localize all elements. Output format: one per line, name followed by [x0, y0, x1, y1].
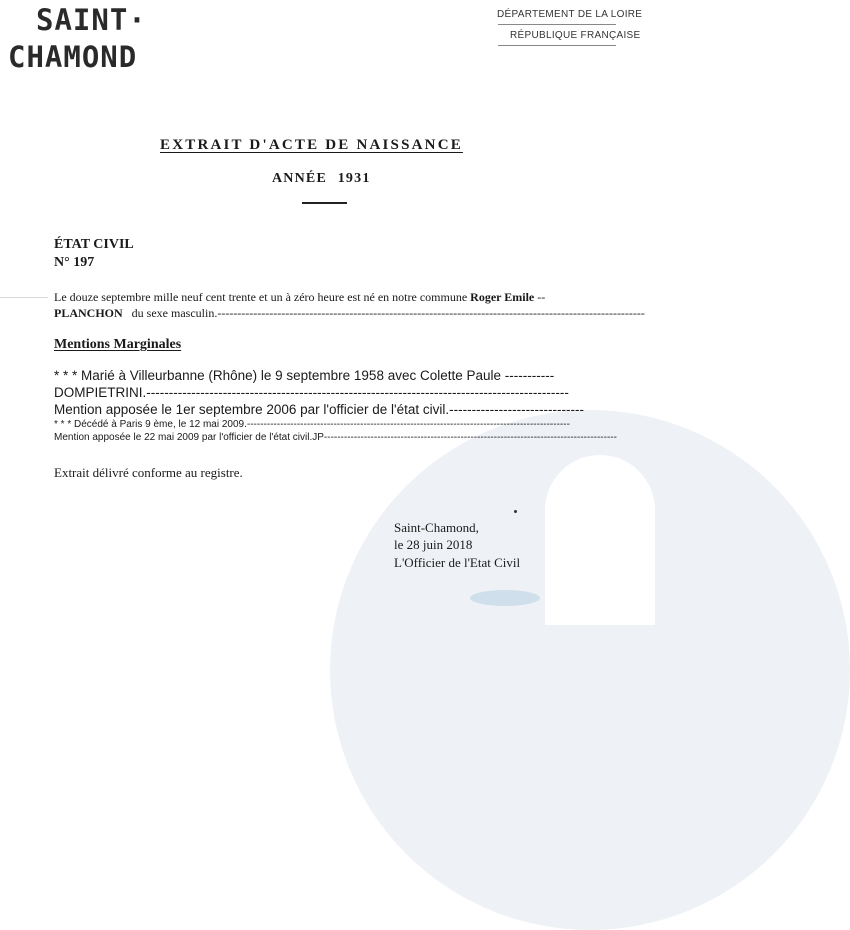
mention-2-line-1	[54, 419, 590, 430]
year-value: 1931	[337, 171, 371, 186]
dash-fill: ------------------------------	[449, 402, 585, 417]
watermark-cutout	[545, 455, 655, 625]
republic-label: RÉPUBLIQUE FRANÇAISE	[510, 30, 641, 41]
mentions-heading: Mentions Marginales	[54, 337, 182, 352]
dash-fill: --	[537, 290, 546, 304]
record-number: N° 197	[54, 255, 95, 270]
body-text: Le douze septembre mille neuf cent trente et un à zéro heure est né en notre commune	[54, 290, 468, 304]
scan-artifact-line	[0, 297, 48, 298]
surname: PLANCHON	[54, 306, 123, 320]
dash-fill: -------------------------------------------------------------------------------------------------	[246, 419, 570, 430]
mention-2-line-2	[54, 432, 617, 443]
logo-line-2: CHAMOND	[8, 40, 138, 74]
department-label: DÉPARTEMENT DE LA LOIRE	[497, 9, 643, 20]
signature-officer: L'Officier de l'Etat Civil	[394, 555, 521, 570]
year-line	[272, 171, 371, 187]
city-logo	[8, 3, 147, 74]
ink-dot	[514, 510, 517, 513]
spouse-surname: DOMPIETRINI.	[54, 385, 147, 400]
closing-statement: Extrait délivré conforme au registre.	[54, 465, 243, 480]
title-separator	[302, 202, 347, 204]
mention-1-line-1	[54, 368, 594, 383]
given-names: Roger Emile	[470, 290, 535, 304]
mention-text: * * * Marié à Villeurbanne (Rhône) le 9 septembre 1958 avec Colette Paule	[54, 368, 502, 383]
seal-stamp	[470, 590, 540, 606]
signature-place: Saint-Chamond,	[394, 520, 479, 535]
header-rule-2	[498, 45, 616, 46]
body-line-1	[54, 290, 594, 305]
document-title: EXTRAIT D'ACTE DE NAISSANCE	[160, 137, 463, 153]
mention-text: Mention apposée le 22 mai 2009 par l'officier de l'état civil.JP	[54, 432, 324, 443]
mention-text: * * * Décédé à Paris 9 ème, le 12 mai 2009.	[54, 419, 247, 430]
year-label: ANNÉE	[272, 171, 328, 186]
dash-fill: -----------------------------------------------------------------------------------------------------------	[217, 306, 645, 320]
mention-1-line-3	[54, 402, 594, 417]
mention-1-line-2	[54, 385, 594, 400]
section-heading: ÉTAT CIVIL	[54, 237, 134, 252]
body-line-2	[54, 306, 645, 321]
header-rule-1	[498, 24, 616, 25]
dash-fill: ----------------------------------------------------------------------------------------------	[146, 385, 569, 400]
dash-fill: -----------	[501, 368, 555, 383]
body-tail: du sexe masculin.	[131, 306, 218, 320]
dash-fill: ----------------------------------------------------------------------------------------	[323, 432, 617, 443]
mention-text: Mention apposée le 1er septembre 2006 par l'officier de l'état civil.	[54, 402, 450, 417]
logo-line-1: SAINT·	[36, 3, 147, 37]
signature-date: le 28 juin 2018	[394, 537, 473, 552]
